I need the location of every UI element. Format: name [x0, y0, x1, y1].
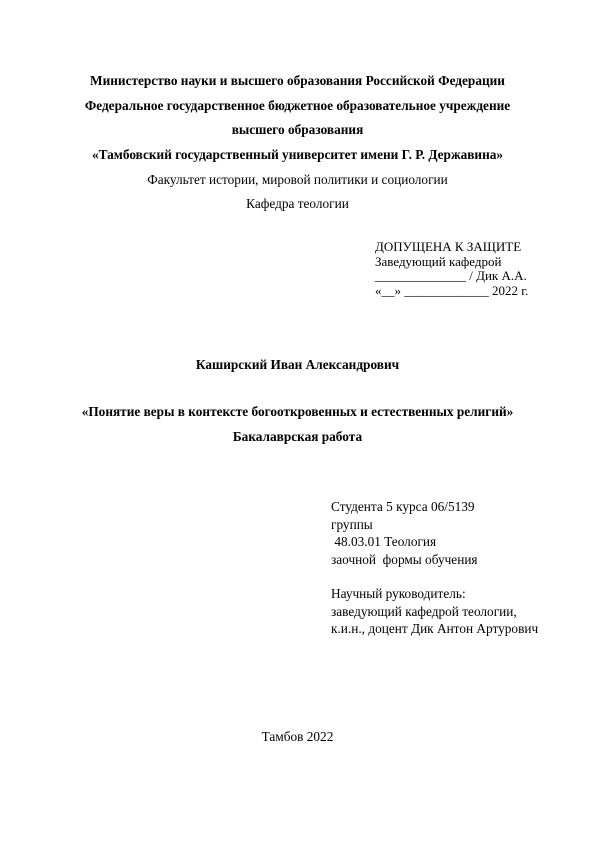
supervisor-label: Научный руководитель: — [331, 586, 466, 601]
department-name: Кафедра теологии — [246, 196, 349, 211]
work-type: Бакалаврская работа — [232, 429, 363, 444]
supervisor-name: к.и.н., доцент Дик Антон Артурович — [331, 621, 539, 636]
approval-signature-line: ______________ / Дик А.А. — [375, 268, 527, 283]
approval-position: Заведующий кафедрой — [375, 253, 502, 269]
university-name: «Тамбовский государственный университет имени Г. Р. Державина» — [91, 147, 504, 162]
ministry-name: Министерство науки и высшего образования Российской Федерации — [90, 73, 505, 88]
student-group-line: группы — [331, 516, 373, 532]
author-name: Каширский Иван Александрович — [195, 357, 400, 372]
supervisor-position: заведующий кафедрой теологии, — [331, 603, 517, 619]
work-title: «Понятие веры в контексте богооткровенных и естественных религий» — [81, 404, 514, 419]
approval-heading: ДОПУЩЕНА К ЗАЩИТЕ — [375, 239, 522, 254]
student-study-form-line: заочной формы обучения — [331, 551, 478, 567]
student-info-block — [331, 498, 538, 638]
student-course-line: Студента 5 курса 06/5139 — [331, 499, 475, 514]
approval-block — [375, 240, 528, 298]
institution-type: Федеральное государственное бюджетное образовательное учреждение — [84, 98, 511, 113]
spacer — [331, 568, 538, 585]
approval-date-line: «__» _____________ 2022 г. — [375, 282, 529, 298]
education-level: высшего образования — [231, 122, 364, 137]
student-program-line: 48.03.01 Теология — [331, 534, 437, 549]
faculty-name: Факультет истории, мировой политики и социологии — [147, 172, 448, 187]
city-year: Тамбов 2022 — [261, 729, 334, 744]
